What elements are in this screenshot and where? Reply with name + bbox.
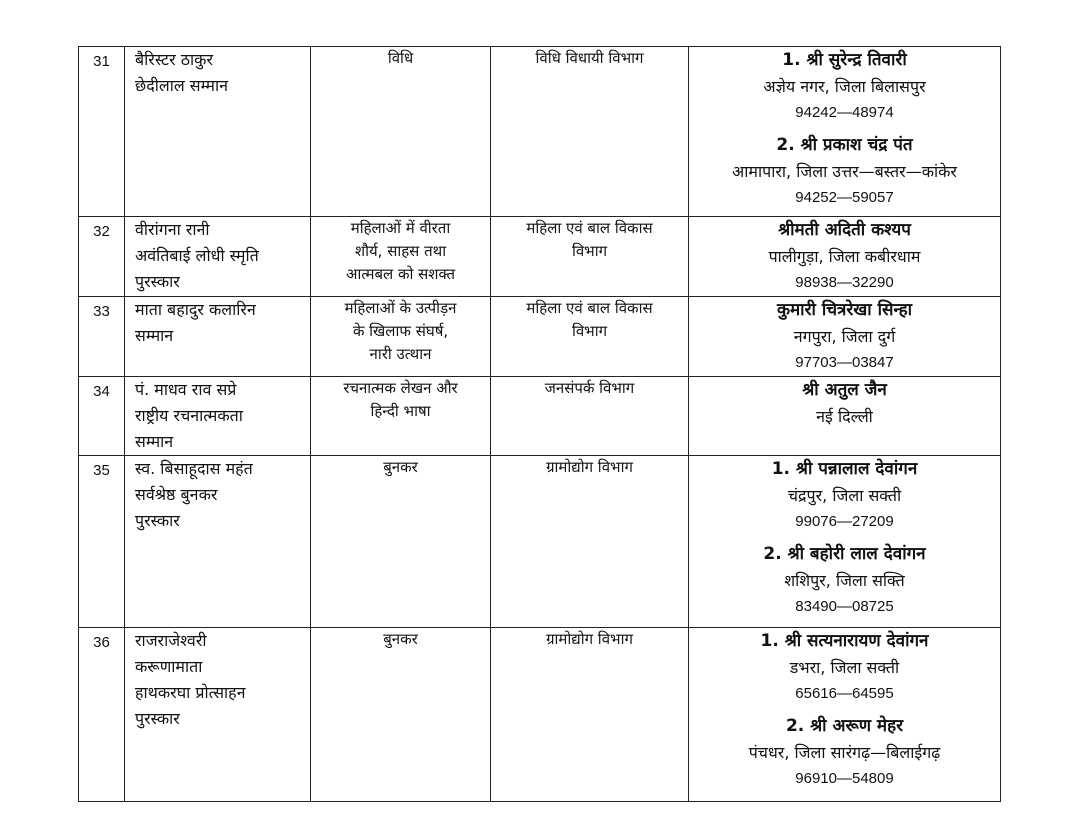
award-name-line: वीरांगना रानी — [135, 220, 210, 239]
award-name-line: छेदीलाल सम्मान — [135, 76, 228, 95]
award-winners — [689, 217, 1001, 297]
award-department-line: विभाग — [571, 242, 608, 260]
award-department-line: महिला एवं बाल विकास — [526, 219, 653, 237]
award-name-line: पुरस्कार — [135, 709, 180, 728]
serial-number: 32 — [79, 217, 125, 297]
award-field — [311, 456, 491, 628]
award-field-line: बुनकर — [383, 458, 418, 476]
winner-phone: 94252—59057 — [795, 189, 894, 206]
award-field-line: शौर्य, साहस तथा — [354, 242, 447, 260]
award-name-line: राजराजेश्वरी — [135, 631, 207, 650]
award-name — [125, 217, 311, 297]
winner-phone: 65616—64595 — [795, 685, 894, 702]
award-name-line: हाथकरघा प्रोत्साहन — [135, 683, 246, 702]
award-department — [491, 217, 689, 297]
winner-name: श्रीमती अदिती कश्यप — [778, 220, 911, 240]
winner-address: शशिपुर, जिला सक्ति — [784, 571, 905, 590]
award-field-line: नारी उत्थान — [369, 345, 432, 363]
award-department — [491, 377, 689, 456]
winner-phone: 99076—27209 — [795, 513, 894, 530]
award-department — [491, 456, 689, 628]
award-winners — [689, 377, 1001, 456]
winner-entry — [693, 132, 996, 211]
winner-address: पालीगुड़ा, जिला कबीरधाम — [768, 247, 921, 266]
award-name-line: पुरस्कार — [135, 511, 180, 530]
award-name-line: सर्वश्रेष्ठ बुनकर — [135, 485, 218, 504]
table-row — [79, 47, 1001, 217]
award-field-line: रचनात्मक लेखन और — [343, 379, 458, 397]
award-field-line: महिलाओं के उत्पीड़न — [344, 299, 457, 317]
award-name-line: सम्मान — [135, 432, 174, 451]
award-name-line: राष्ट्रीय रचनात्मकता — [135, 406, 243, 425]
winner-entry — [693, 541, 996, 620]
winner-phone: 98938—32290 — [795, 274, 894, 291]
serial-number: 35 — [79, 456, 125, 628]
award-field-line: विधि — [387, 49, 414, 67]
award-field-line: हिन्दी भाषा — [370, 402, 431, 420]
award-field — [311, 628, 491, 802]
award-field-line: बुनकर — [383, 630, 418, 648]
winner-address: नई दिल्ली — [816, 407, 873, 426]
award-name — [125, 628, 311, 802]
winner-address: आमापारा, जिला उत्तर—बस्तर—कांकेर — [732, 162, 957, 181]
serial-number: 34 — [79, 377, 125, 456]
award-department-line: ग्रामोद्योग विभाग — [546, 458, 633, 476]
winner-phone: 83490—08725 — [795, 598, 894, 615]
award-name — [125, 377, 311, 456]
winner-address: डभरा, जिला सक्ती — [789, 658, 900, 677]
award-winners — [689, 628, 1001, 802]
award-name — [125, 47, 311, 217]
award-department-line: विभाग — [571, 322, 608, 340]
award-field — [311, 47, 491, 217]
award-department-line: विधि विधायी विभाग — [535, 49, 644, 67]
winner-name: 2. श्री प्रकाश चंद्र पंत — [776, 135, 913, 155]
award-name-line: पं. माधव राव सप्रे — [135, 380, 237, 399]
award-name — [125, 297, 311, 377]
winner-name: 1. श्री पन्नालाल देवांगन — [771, 459, 918, 479]
award-name-line: अवंतिबाई लोधी स्मृति — [135, 246, 259, 265]
winner-phone: 94242—48974 — [795, 104, 894, 121]
winner-address: अज्ञेय नगर, जिला बिलासपुर — [763, 77, 926, 96]
table-row — [79, 377, 1001, 456]
award-name-line: माता बहादुर कलारिन — [135, 300, 256, 319]
award-department — [491, 297, 689, 377]
award-field — [311, 217, 491, 297]
table-row — [79, 456, 1001, 628]
serial-number: 33 — [79, 297, 125, 377]
winner-name: 1. श्री सत्यनारायण देवांगन — [760, 631, 929, 651]
awards-table — [78, 46, 1001, 802]
award-department-line: ग्रामोद्योग विभाग — [546, 630, 633, 648]
award-department — [491, 628, 689, 802]
winner-address: पंचधर, जिला सारंगढ़—बिलाईगढ़ — [748, 743, 941, 762]
winner-name: श्री अतुल जैन — [802, 380, 887, 400]
award-field-line: आत्मबल को सशक्त — [345, 265, 456, 283]
winner-entry — [693, 456, 996, 535]
award-department — [491, 47, 689, 217]
winner-name: 2. श्री अरूण मेहर — [785, 716, 904, 736]
winner-name: 2. श्री बहोरी लाल देवांगन — [763, 544, 926, 564]
winner-phone: 97703—03847 — [795, 354, 894, 371]
award-field-line: महिलाओं में वीरता — [350, 219, 451, 237]
award-name — [125, 456, 311, 628]
award-field — [311, 377, 491, 456]
table-row — [79, 217, 1001, 297]
award-winners — [689, 297, 1001, 377]
award-name-line: बैरिस्टर ठाकुर — [135, 50, 214, 69]
winner-address: नगपुरा, जिला दुर्ग — [793, 327, 896, 346]
award-field-line: के खिलाफ संघर्ष, — [352, 322, 449, 340]
winner-entry — [693, 217, 996, 296]
award-name-line: पुरस्कार — [135, 272, 180, 291]
serial-number: 36 — [79, 628, 125, 802]
winner-name: कुमारी चित्ररेखा सिन्हा — [776, 300, 913, 320]
winner-entry — [693, 628, 996, 707]
award-department-line: महिला एवं बाल विकास — [526, 299, 653, 317]
winner-entry — [693, 713, 996, 792]
serial-number: 31 — [79, 47, 125, 217]
winner-entry — [693, 297, 996, 376]
awards-table-body — [79, 47, 1001, 802]
award-winners — [689, 456, 1001, 628]
award-winners — [689, 47, 1001, 217]
award-name-line: सम्मान — [135, 326, 174, 345]
winner-entry — [693, 47, 996, 126]
award-name-line: स्व. बिसाहूदास महंत — [135, 459, 253, 478]
winner-entry — [693, 377, 996, 430]
award-field — [311, 297, 491, 377]
winner-name: 1. श्री सुरेन्द्र तिवारी — [782, 50, 907, 70]
award-department-line: जनसंपर्क विभाग — [544, 379, 635, 397]
table-row — [79, 628, 1001, 802]
winner-address: चंद्रपुर, जिला सक्ती — [787, 486, 902, 505]
table-row — [79, 297, 1001, 377]
award-name-line: करूणामाता — [135, 657, 203, 676]
winner-phone: 96910—54809 — [795, 770, 894, 787]
